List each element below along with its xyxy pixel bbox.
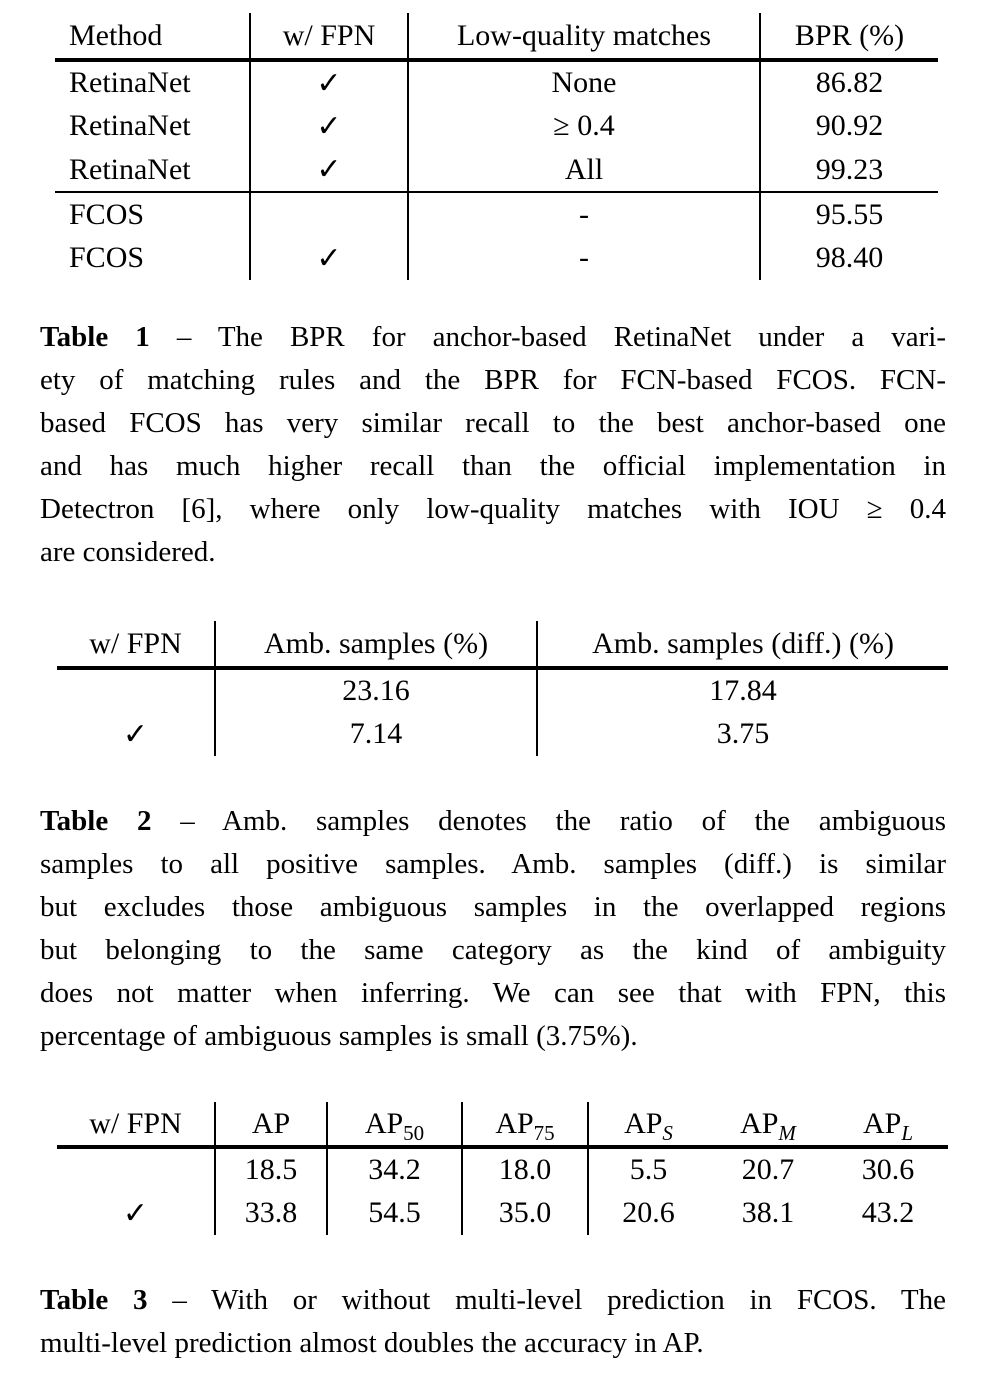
table-row [57,668,948,712]
cell-ap-l: 30.6 [861,1153,915,1186]
cell-ap75: 18.0 [462,1147,588,1191]
table-row [55,192,938,236]
col-header-amb-samples: Amb. samples (%) [215,621,537,668]
cell-ap-m: 20.7 [741,1153,795,1186]
cell-bpr: 95.55 [760,192,938,236]
cell-method: FCOS [69,241,145,274]
checkmark-icon: ✓ [122,1196,149,1230]
col-header-ap50: $AP_{50}$ [327,1102,462,1147]
cell-ap50: 34.2 [327,1147,462,1191]
table-row [55,60,938,104]
table-multi-level-prediction [57,1102,948,1235]
cell-ap-best: 33.8 [215,1191,327,1235]
caption-line: but belonging to the same category as the kind of ambiguity [40,934,946,966]
cell-fpn-empty [250,192,408,236]
cell-method: RetinaNet [69,66,191,99]
cell-fpn-empty [57,1147,215,1191]
table-1-caption [40,316,946,574]
cell-matches: ≥ 0.4 [408,104,760,148]
cell-ap: 18.5 [215,1147,327,1191]
table-header-row [57,621,948,668]
col-header-ap-m: $AP_M$ [740,1106,796,1145]
caption-line: are considered. [40,536,216,568]
cell-ap75-best: 35.0 [462,1191,588,1235]
table-3-header [57,1102,948,1147]
cell-fpn-empty [57,668,215,712]
caption-line: Detectron [6], where only low-quality matches with IOU ≥ 0.4 [40,493,946,525]
cell-ap-s: 5.5 [588,1147,708,1191]
cell-bpr: 86.82 [760,60,938,104]
cell-method: FCOS [55,192,250,236]
table-row [55,236,938,280]
col-header-fpn: w/ FPN [89,626,182,660]
cell-amb: 23.16 [215,668,537,712]
table-header-row [55,13,938,60]
caption-line [40,1279,946,1322]
cell-matches: None [408,60,760,104]
col-header-low-quality-matches: Low-quality matches [408,13,760,60]
table-row [57,1191,948,1235]
table-2-caption [40,800,946,1058]
table-ambiguous-samples [57,621,948,756]
col-header-ap: AP [215,1102,327,1147]
table-1-header [55,13,938,60]
caption-line: ety of matching rules and the BPR for FCN-based FCOS. FCN- [40,364,946,396]
cell-matches: - [408,192,760,236]
col-header-fpn: w/ FPN [250,13,408,60]
checkmark-icon: ✓ [250,236,408,280]
cell-amb-diff-best: 3.75 [537,712,948,756]
col-header-bpr: BPR (%) [760,13,938,60]
cell-amb-diff: 17.84 [537,668,948,712]
cell-bpr: 98.40 [760,236,938,280]
cell-amb-best: 7.14 [215,712,537,756]
caption-text: – Amb. samples denotes the ratio of the ambiguous [180,805,946,837]
checkmark-icon: ✓ [250,104,408,148]
table-header-row [57,1102,948,1147]
checkmark-icon: ✓ [122,717,149,751]
cell-ap-s-best: 20.6 [588,1191,708,1235]
table-row [55,148,938,192]
caption-line [40,800,946,843]
caption-line [40,316,946,359]
caption-line: based FCOS has very similar recall to the best anchor-based one [40,407,946,439]
caption-line: percentage of ambiguous samples is small (3.75%). [40,1020,638,1052]
table-row [55,104,938,148]
col-header-ap75: $AP_{75}$ [462,1102,588,1147]
caption-line: samples to all positive samples. Amb. samples (diff.) is similar [40,848,946,880]
checkmark-icon: ✓ [250,60,408,104]
caption-text: – The BPR for anchor-based RetinaNet under a vari- [176,321,947,353]
col-header-amb-samples-diff: Amb. samples (diff.) (%) [537,621,948,668]
table-row [57,712,948,756]
caption-line: multi-level prediction almost doubles the accuracy in AP. [40,1327,704,1359]
caption-line: does not matter when inferring. We can see that with FPN, this [40,977,946,1009]
caption-text: – With or without multi-level prediction in FCOS. The [172,1284,946,1316]
cell-ap-m-best: 38.1 [741,1196,795,1229]
table-3-caption [40,1279,946,1365]
caption-line: but excludes those ambiguous samples in the overlapped regions [40,891,946,923]
table-row [57,1147,948,1191]
cell-bpr: 90.92 [760,104,938,148]
cell-method: RetinaNet [69,152,191,186]
col-header-method: Method [69,18,163,52]
checkmark-icon: ✓ [250,148,408,192]
col-header-ap-l: $AP_L$ [862,1106,914,1145]
col-header-fpn: w/ FPN [89,1106,182,1140]
cell-matches: All [408,148,760,192]
caption-label: Table 3 [40,1284,148,1316]
col-header-ap-s: $AP_S$ [588,1102,708,1147]
caption-label: Table 1 [40,321,150,353]
caption-line: and has much higher recall than the official implementation in [40,450,946,482]
cell-ap50-best: 54.5 [327,1191,462,1235]
table-bpr-matching-rules [55,13,938,280]
cell-matches: - [408,236,760,280]
cell-method: RetinaNet [69,109,191,142]
cell-bpr-best: 99.23 [760,148,938,192]
cell-ap-l-best: 43.2 [861,1196,915,1229]
caption-label: Table 2 [40,805,152,837]
table-2-header [57,621,948,668]
